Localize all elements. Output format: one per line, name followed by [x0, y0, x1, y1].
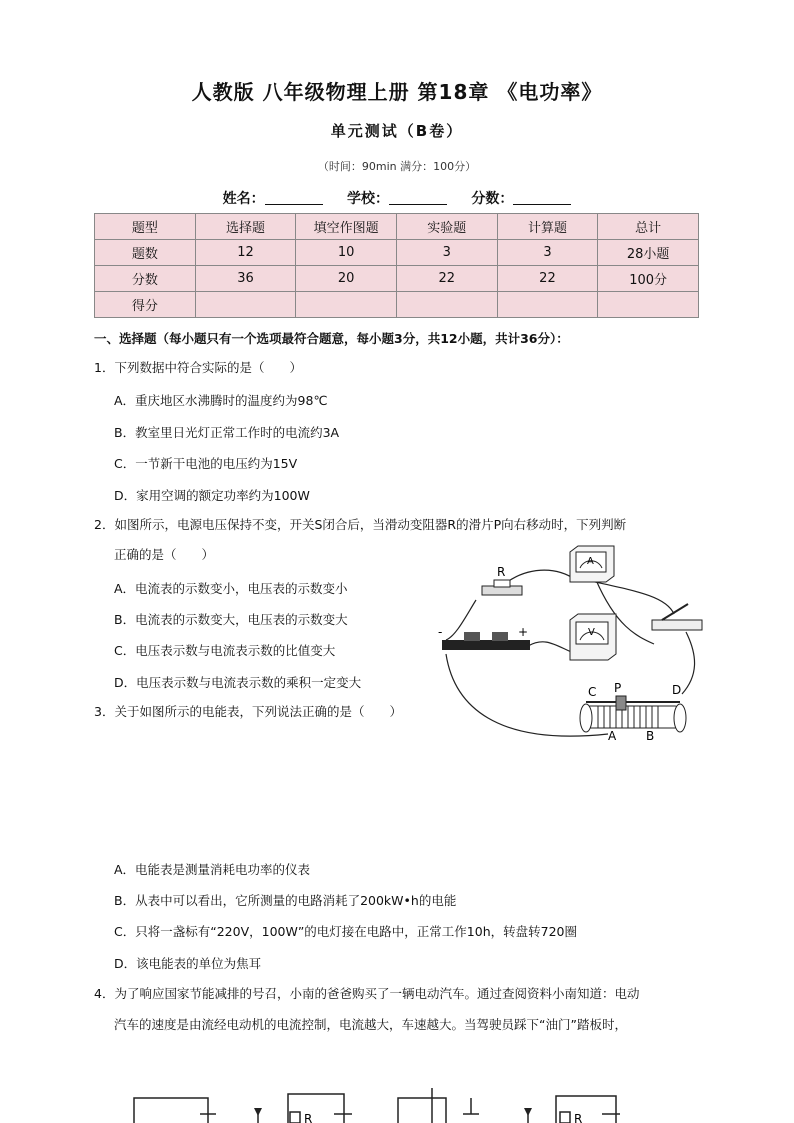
- q1-option-c[interactable]: C．一节新干电池的电压约为15V: [114, 456, 298, 471]
- label-ammeter: A: [587, 556, 594, 567]
- table-row: [95, 266, 699, 292]
- table-cell: 22: [497, 266, 598, 292]
- q2-option-b[interactable]: B．电流表的示数变大，电压表的示数变大: [114, 612, 348, 627]
- question-4-stem-cont: 汽车的速度是由流经电动机的电流控制，电流越大，车速越大。当驾驶员踩下“油门”踏板时，: [114, 1017, 627, 1032]
- label-p: P: [614, 681, 622, 695]
- table-cell: 分数: [95, 266, 196, 292]
- table-cell: 12: [195, 240, 296, 266]
- table-row: [95, 240, 699, 266]
- label-minus: -: [438, 625, 443, 639]
- score-table: [94, 213, 699, 318]
- exam-note: （时间：90min 满分：100分）: [317, 160, 477, 173]
- question-3-stem: 3．关于如图所示的电能表，下列说法正确的是（ ）: [94, 704, 402, 719]
- label-voltmeter: V: [588, 627, 595, 638]
- question-2-stem: 2．如图所示，电源电压保持不变，开关S闭合后，当滑动变阻器R的滑片P向右移动时，下列判断: [94, 517, 627, 532]
- table-cell: 题型: [95, 214, 196, 240]
- question-2-stem-cont: 正确的是（ ）: [114, 547, 215, 562]
- q3-option-d[interactable]: D．该电能表的单位为焦耳: [114, 956, 262, 971]
- q3-option-b[interactable]: B．从表中可以看出，它所测量的电路消耗了200kW•h的电能: [114, 893, 457, 908]
- label-r-4: R: [574, 1112, 583, 1123]
- table-cell: 3: [497, 240, 598, 266]
- score-label: 分数：: [471, 191, 514, 207]
- name-blank[interactable]: [265, 190, 323, 205]
- table-cell: 28小题: [598, 240, 699, 266]
- score-input-cell[interactable]: [598, 292, 699, 318]
- question-4-stem: 4．为了响应国家节能减排的号召，小南的爸爸购买了一辆电动汽车。通过查阅资料小南知道：电动: [94, 986, 640, 1001]
- question-1-stem: 1．下列数据中符合实际的是（ ）: [94, 360, 302, 375]
- table-cell: 填空作图题: [296, 214, 397, 240]
- table-row: [95, 292, 699, 318]
- table-cell: 得分: [95, 292, 196, 318]
- table-cell: 10: [296, 240, 397, 266]
- q3-option-c[interactable]: C．只将一盏标有“220V，100W”的电灯接在电路中，正常工作10h，转盘转720圈: [114, 924, 577, 939]
- name-label: 姓名：: [222, 191, 265, 207]
- school-label: 学校：: [347, 191, 389, 207]
- score-input-cell[interactable]: [296, 292, 397, 318]
- page-title: 人教版 八年级物理上册 第18章 《电功率》: [191, 80, 603, 104]
- table-cell: 20: [296, 266, 397, 292]
- label-d: D: [672, 683, 682, 697]
- q2-option-a[interactable]: A．电流表的示数变小，电压表的示数变小: [114, 581, 348, 596]
- label-a-terminal: A: [608, 729, 617, 743]
- q4-circuit-options: [120, 1086, 640, 1123]
- label-b-terminal: B: [646, 729, 655, 743]
- q2-option-d[interactable]: D．电压表示数与电流表示数的乘积一定变大: [114, 675, 362, 690]
- label-r: R: [497, 565, 506, 579]
- table-cell: 计算题: [497, 214, 598, 240]
- page-subtitle: 单元测试（B卷）: [330, 122, 464, 140]
- table-cell: 选择题: [195, 214, 296, 240]
- q3-option-a[interactable]: A．电能表是测量消耗电功率的仪表: [114, 862, 311, 877]
- label-r-2: R: [304, 1112, 313, 1123]
- section-heading: 一、选择题（每小题只有一个选项最符合题意，每小题3分，共12小题，共计36分）：: [94, 331, 569, 346]
- label-c: C: [588, 685, 597, 699]
- q1-option-a[interactable]: A．重庆地区水沸腾时的温度约为98℃: [114, 393, 328, 408]
- score-input-cell[interactable]: [396, 292, 497, 318]
- q1-option-d[interactable]: D．家用空调的额定功率约为100W: [114, 488, 310, 503]
- table-cell: 总计: [598, 214, 699, 240]
- fill-in-line: [0, 188, 794, 208]
- table-cell: 实验题: [396, 214, 497, 240]
- table-cell: 100分: [598, 266, 699, 292]
- table-cell: 36: [195, 266, 296, 292]
- q2-option-c[interactable]: C．电压表示数与电流表示数的比值变大: [114, 643, 336, 658]
- score-input-cell[interactable]: [497, 292, 598, 318]
- table-cell: 3: [396, 240, 497, 266]
- table-row: [95, 214, 699, 240]
- table-cell: 22: [396, 266, 497, 292]
- school-blank[interactable]: [389, 190, 447, 205]
- label-plus: +: [518, 625, 529, 639]
- score-input-cell[interactable]: [195, 292, 296, 318]
- circuit-diagram: [436, 536, 706, 748]
- q1-option-b[interactable]: B．教室里日光灯正常工作时的电流约3A: [114, 425, 340, 440]
- score-blank[interactable]: [513, 190, 571, 205]
- table-cell: 题数: [95, 240, 196, 266]
